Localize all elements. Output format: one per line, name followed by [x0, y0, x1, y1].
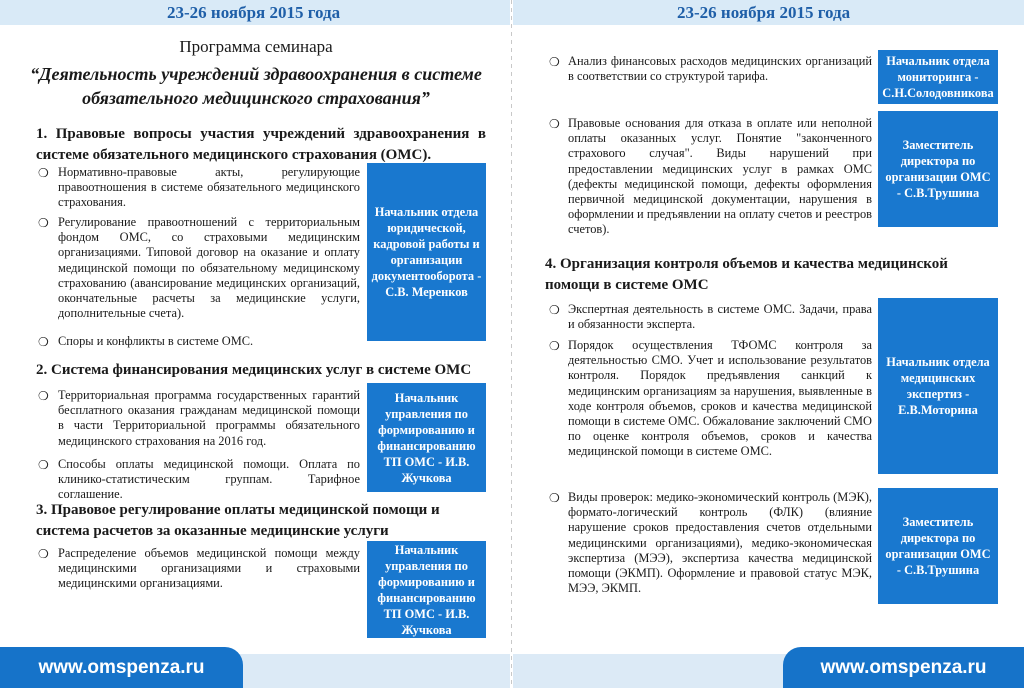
section-1-item-2: Регулирование правоотношений с территориальным фондом ОМС, со страховыми медицинским организациями. Типовой договор на оказание и оплату медицинской помощи по обязательному медицинскому страхованию (авансирование медицинских организаций, окончательные расчеты за медицинские услуги, дополнительные счета).	[58, 215, 360, 321]
section-2-heading: 2. Система финансирования медицинских услуг в системе ОМС	[36, 362, 472, 378]
bullet-icon: ❍	[549, 117, 560, 131]
right-item-1: Анализ финансовых расходов медицинских организаций в соответствии со структурой тарифа.	[568, 54, 872, 84]
footer-url-left[interactable]: www.omspenza.ru	[0, 647, 243, 688]
section-1-item-3: Споры и конфликты в системе ОМС.	[58, 334, 254, 348]
bullet-icon: ❍	[38, 216, 49, 230]
section-3-item-1: Распределение объемов медицинской помощи между медицинскими организациями и страховыми медицинскими организациями.	[58, 546, 360, 591]
section-4-item-1: Экспертная деятельность в системе ОМС. Задачи, права и обязанности эксперта.	[568, 302, 872, 332]
bullet-icon: ❍	[549, 339, 560, 353]
program-title: Программа семинара	[179, 37, 333, 56]
speaker-box-zhuchkova-2: Начальник управления по формированию и финансированию ТП ОМС - И.В. Жучкова	[367, 541, 486, 638]
section-4-item-2: Порядок осуществления ТФОМС контроля за деятельностью СМО. Учет и использование результатов контроля. Порядок предъявления санкций к медицинским организациям за нарушения, выявленные в ходе контроля объемов, сроков и качества медицинской помощи в системе ОМС. Обжалование заключений СМО по оценке контроля объемов, сроков и качества медицинской помощи в системе ОМС.	[568, 338, 872, 459]
bullet-icon: ❍	[38, 335, 49, 349]
header-date-left: 23-26 ноября 2015 года	[167, 3, 341, 22]
speaker-box-solodovnikova: Начальник отдела мониторинга - С.Н.Солодовникова	[878, 50, 998, 104]
section-2-item-1: Территориальная программа государственных гарантий бесплатного оказания гражданам медицинской помощи в части Территориальной программы обязательного медицинского страхования на 2016 год.	[58, 388, 360, 448]
bullet-icon: ❍	[38, 389, 49, 403]
right-item-2: Правовые основания для отказа в оплате или неполной оплаты оказанных услуг. Понятие "законченного страхового случая". Виды нарушений при предоставлении медицинских услуг в рамках ОМС (дефекты медицинской помощи, дефекты оформления первичной медицинской документации, нарушения в оформлении и предъявлении на оплату счетов и реестров счетов).	[568, 116, 872, 237]
bullet-icon: ❍	[549, 491, 560, 505]
bullet-icon: ❍	[549, 55, 560, 69]
seminar-title-line-2: обязательного медицинского страхования”	[82, 88, 430, 108]
seminar-title	[20, 62, 492, 110]
section-2-item-2: Способы оплаты медицинской помощи. Оплата по клинико-статистическим группам. Тарифное соглашение.	[58, 457, 360, 502]
section-1-item-1: Нормативно-правовые акты, регулирующие правоотношения в системе обязательного медицинского страхования.	[58, 165, 360, 210]
speaker-box-motorina: Начальник отдела медицинских экспертиз - Е.В.Моторина	[878, 298, 998, 474]
bullet-icon: ❍	[38, 547, 49, 561]
speaker-box-zhuchkova-1: Начальник управления по формированию и финансированию ТП ОМС - И.В. Жучкова	[367, 383, 486, 492]
speaker-box-merenkov: Начальник отдела юридической, кадровой работы и организации документооборота - С.В. Меренков	[367, 163, 486, 341]
bullet-icon: ❍	[38, 458, 49, 472]
speaker-box-trushina-1: Заместитель директора по организации ОМС - С.В.Трушина	[878, 111, 998, 227]
section-3-heading: 3. Правовое регулирование оплаты медицинской помощи и система расчетов за оказанные медицинские услуги	[36, 502, 440, 539]
section-1-heading: 1. Правовые вопросы участия учреждений здравоохранения в системе обязательного медицинского страхования (ОМС).	[36, 126, 486, 163]
bullet-icon: ❍	[549, 303, 560, 317]
header-date-right: 23-26 ноября 2015 года	[677, 3, 851, 22]
speaker-box-trushina-2: Заместитель директора по организации ОМС - С.В.Трушина	[878, 488, 998, 604]
bullet-icon: ❍	[38, 166, 49, 180]
section-4-heading: 4. Организация контроля объемов и качества медицинской помощи в системе ОМС	[545, 256, 948, 293]
footer-url-right[interactable]: www.omspenza.ru	[783, 647, 1024, 688]
page-fold-divider	[511, 0, 512, 688]
section-4-item-3: Виды проверок: медико-экономический контроль (МЭК), формато-логический контроль (ФЛК) (влияние нарушение сроков предоставления счетов отдельными медицинскими организациями), медико-экономическая экспертиза (МЭЭ), экспертиза качества медицинской помощи (ЭКМП). Оформление и правовой статус МЭК, МЭЭ, ЭКМП.	[568, 490, 872, 596]
seminar-title-line-1: “Деятельность учреждений здравоохранения в системе	[30, 64, 482, 84]
